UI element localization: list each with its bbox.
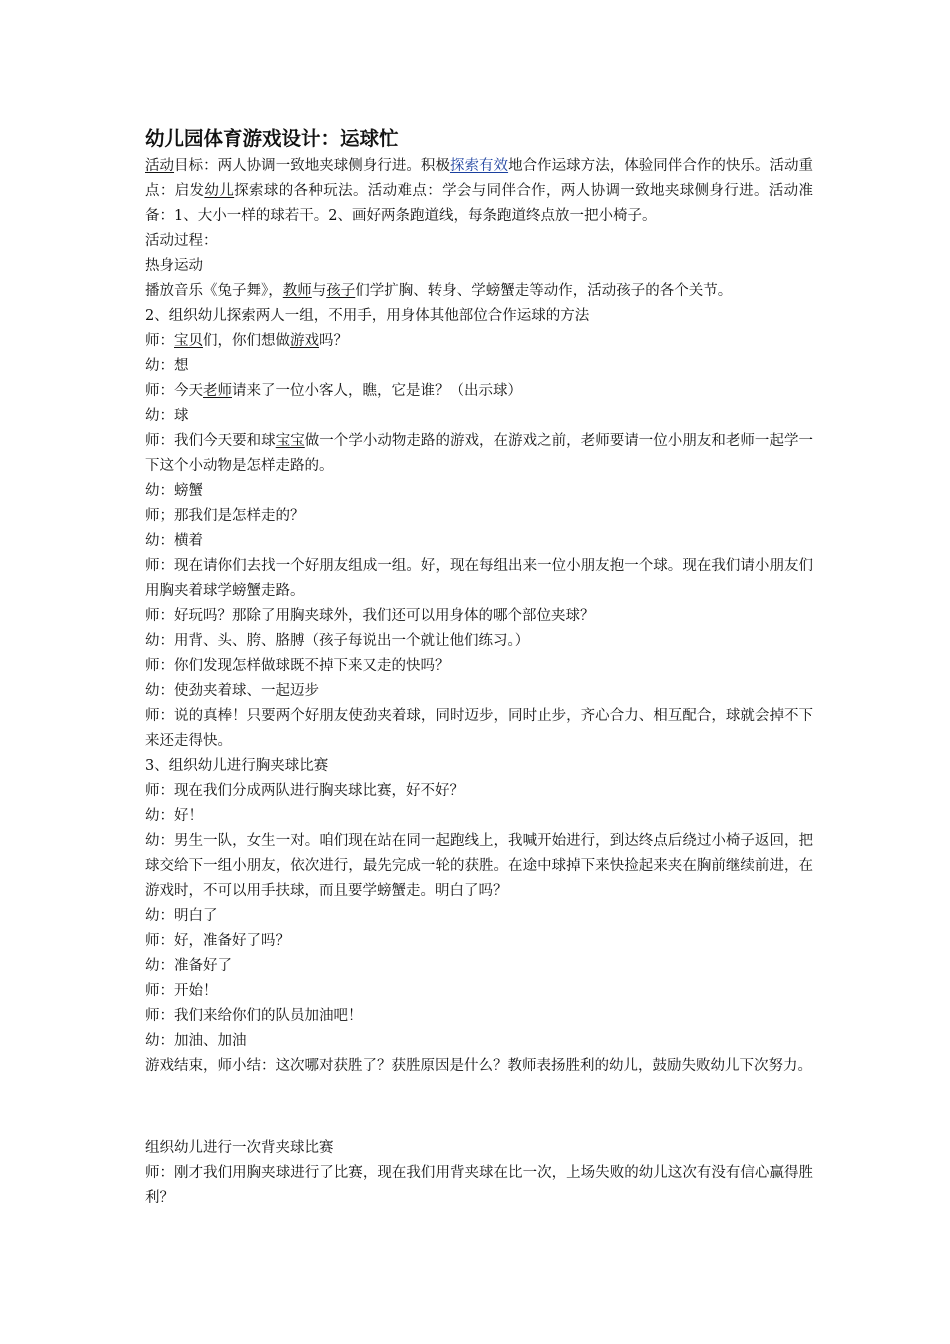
text-run: 幼：球 (145, 408, 189, 424)
underlined-term[interactable]: 幼儿 (204, 183, 235, 199)
paragraph (145, 254, 813, 279)
underlined-term[interactable]: 活动 (145, 158, 175, 174)
text-run: 与 (311, 283, 327, 299)
paragraph (145, 629, 813, 654)
text-run: 3、组织幼儿进行胸夹球比赛 (145, 758, 329, 774)
text-run: 吗？ (319, 333, 348, 349)
document-body (145, 154, 813, 1211)
text-run: 热身运动 (145, 258, 203, 274)
hyperlink[interactable]: 探索有效 (449, 158, 509, 174)
text-run: 师：我们今天要和球 (145, 433, 276, 449)
paragraph (145, 404, 813, 429)
text-run: 们学扩胸、转身、学螃蟹走等动作，活动孩子的各个关节。 (355, 283, 733, 299)
paragraph (145, 1054, 813, 1079)
paragraph (145, 229, 813, 254)
document-title: 幼儿园体育游戏设计：运球忙 (145, 127, 399, 150)
text-run: 师：今天 (145, 383, 203, 399)
text-run: 师：现在我们分成两队进行胸夹球比赛，好不好？ (145, 783, 464, 799)
text-run: 幼：用背、头、胯、胳膊（孩子每说出一个就让他们练习。） (145, 633, 530, 649)
text-run: 师；那我们是怎样走的？ (145, 508, 305, 524)
text-run: 目标：两人协调一致地夹球侧身行进。积极 (174, 158, 450, 174)
text-run: 幼：螃蟹 (145, 483, 203, 499)
text-run: 幼：加油、加油 (145, 1033, 247, 1049)
underlined-term[interactable]: 教师 (282, 283, 312, 299)
paragraph (145, 1136, 813, 1161)
text-run: 播放音乐《兔子舞》， (145, 283, 283, 299)
text-run: 师：说的真棒！只要两个好朋友使劲夹着球，同时迈步，同时止步，齐心合力、相互配合，球就会掉不下来还走得快。 (145, 708, 813, 749)
paragraph (145, 704, 813, 754)
paragraph (145, 929, 813, 954)
text-run: 幼：使劲夹着球、一起迈步 (145, 683, 319, 699)
underlined-term[interactable]: 老师 (203, 383, 232, 399)
paragraph (145, 529, 813, 554)
paragraph (145, 1161, 813, 1211)
text-run: 做一个学小动物走路的游戏，在游戏之前，老师要请一位小朋友和老师一起学一下这个小动物是怎样走路的。 (145, 433, 814, 474)
text-run: 师：你们发现怎样做球既不掉下来又走的快吗？ (145, 658, 450, 674)
paragraph (145, 804, 813, 829)
text-run: 师：开始！ (145, 983, 218, 999)
text-run: 师：好玩吗？那除了用胸夹球外，我们还可以用身体的哪个部位夹球？ (145, 608, 595, 624)
paragraph (145, 304, 813, 329)
paragraph (145, 754, 813, 779)
paragraph (145, 504, 813, 529)
paragraph (145, 279, 813, 304)
paragraph (145, 154, 813, 229)
paragraph (145, 904, 813, 929)
text-run: 幼：好！ (145, 808, 203, 824)
underlined-term[interactable]: 孩子 (326, 283, 356, 299)
underlined-term[interactable]: 宝贝 (174, 333, 203, 349)
text-run: 请来了一位小客人，瞧，它是谁？（出示球） (232, 383, 522, 399)
text-run: 组织幼儿进行一次背夹球比赛 (145, 1140, 334, 1156)
paragraph (145, 1004, 813, 1029)
paragraph (145, 679, 813, 704)
paragraph (145, 429, 813, 479)
text-run: 幼：想 (145, 358, 189, 374)
text-run: 地合作运球方法，体验同伴合作的快乐。活动重点：启发 (145, 158, 814, 199)
text-run: 们，你们想做 (203, 333, 290, 349)
paragraph (145, 654, 813, 679)
text-run: 师：现在请你们去找一个好朋友组成一组。好，现在每组出来一位小朋友抱一个球。现在我们请小朋友们用胸夹着球学螃蟹走路。 (145, 558, 813, 599)
underlined-term[interactable]: 宝宝 (275, 433, 305, 449)
paragraph (145, 779, 813, 804)
paragraph (145, 479, 813, 504)
text-run: 师：好，准备好了吗？ (145, 933, 290, 949)
paragraph (145, 829, 813, 904)
blank-line (145, 1095, 813, 1120)
paragraph (145, 554, 813, 604)
text-run: 2、组织幼儿探索两人一组，不用手，用身体其他部位合作运球的方法 (145, 308, 590, 324)
document-page (145, 124, 813, 1211)
text-run: 活动过程： (145, 233, 218, 249)
paragraph (145, 379, 813, 404)
text-run: 师：我们来给你们的队员加油吧！ (145, 1008, 363, 1024)
text-run: 幼：准备好了 (145, 958, 232, 974)
text-run: 幼：明白了 (145, 908, 218, 924)
text-run: 探索球的各种玩法。活动难点：学会与同伴合作，两人协调一致地夹球侧身行进。活动准备：1、大小一样的球若干。2、画好两条跑道线，每条跑道终点放一把小椅子。 (145, 183, 814, 224)
text-run: 师： (145, 333, 174, 349)
paragraph (145, 979, 813, 1004)
paragraph (145, 354, 813, 379)
text-run: 游戏结束，师小结：这次哪对获胜了？获胜原因是什么？教师表扬胜利的幼儿，鼓励失败幼儿下次努力。 (145, 1058, 812, 1074)
underlined-term[interactable]: 游戏 (290, 333, 319, 349)
paragraph (145, 1029, 813, 1054)
paragraph (145, 329, 813, 354)
text-run: 幼：横着 (145, 533, 203, 549)
text-run: 幼：男生一队，女生一对。咱们现在站在同一起跑线上，我喊开始进行，到达终点后绕过小椅子返回，把球交给下一组小朋友，依次进行，最先完成一轮的获胜。在途中球掉下来快捡起来夹在胸前继续前进，在游戏时，不可以用手扶球，而且要学螃蟹走。明白了吗？ (145, 833, 813, 899)
paragraph (145, 604, 813, 629)
paragraph (145, 954, 813, 979)
text-run: 师：刚才我们用胸夹球进行了比赛，现在我们用背夹球在比一次，上场失败的幼儿这次有没有信心赢得胜利？ (145, 1165, 813, 1206)
